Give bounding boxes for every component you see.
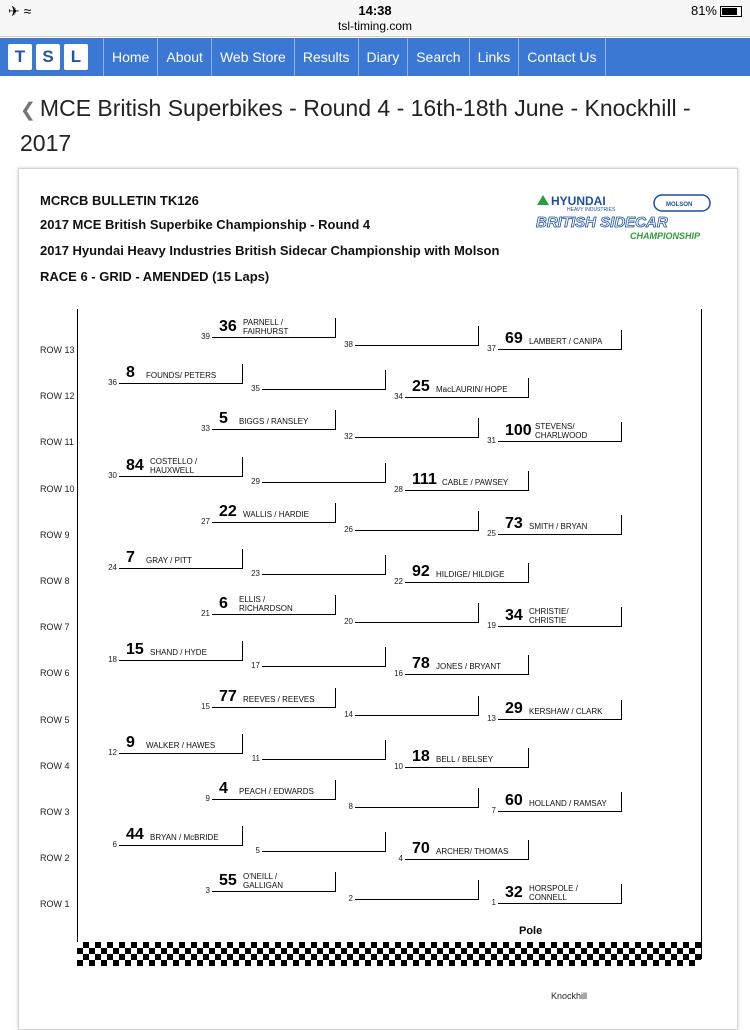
grid-position: 4 [398,854,403,864]
nav-links[interactable]: Links [469,38,519,76]
race-number: 29 [505,699,523,717]
race-number: 9 [126,733,135,751]
race-number: 18 [412,747,430,765]
grid-position: 27 [201,516,210,526]
page-title [20,92,735,159]
race-number: 69 [505,330,523,347]
race-number: 73 [505,514,523,532]
grid-rail-left [77,309,78,959]
grid-document [18,168,738,1030]
empty-grid-slot [348,788,479,811]
nav-diary[interactable]: Diary [358,38,408,76]
grid-slot [487,330,622,353]
crew-names: ELLIS / RICHARDSON [239,595,293,614]
nav-about[interactable]: About [157,38,211,76]
battery-percent: 81% [690,3,717,18]
grid-position: 21 [201,609,210,619]
row-label: ROW 9 [40,529,70,540]
empty-grid-slot [344,696,479,719]
page-title-text: MCE British Superbikes - Round 4 - 16th-18th June - Knockhill - 2017 [20,95,691,156]
address-url[interactable]: tsl-timing.com [337,19,412,33]
nav-web-store[interactable]: Web Store [211,38,294,76]
grid-position: 5 [255,846,260,856]
race-number: 77 [219,687,237,705]
row-label: ROW 3 [40,807,70,817]
nav-home[interactable]: Home [103,38,157,76]
grid-slot [201,318,336,341]
grid-slot [394,563,529,586]
grid-slot [487,607,622,631]
nav-contact-us[interactable]: Contact Us [518,38,605,76]
row-label: ROW 2 [40,853,70,864]
grid-position: 12 [108,747,117,757]
pole-label: Pole [519,925,543,937]
empty-grid-slot [251,463,386,486]
grid-slot [398,840,529,864]
race-number: 92 [412,563,430,580]
row-label: ROW 6 [40,668,70,679]
nav-search[interactable]: Search [407,38,468,76]
crew-names: BIGGS / RANSLEY [239,417,309,427]
crew-names: STEVENS/ CHARLWOOD [535,422,588,441]
nav-results[interactable]: Results [294,38,358,76]
crew-names: GRAY / PITT [146,556,192,565]
checkered-line [77,942,701,966]
grid-position: 17 [251,661,260,671]
crew-names: PEACH / EDWARDS [239,787,314,796]
grid-slot [201,687,336,711]
grid-slot [108,456,243,480]
grid-slot [394,378,529,402]
tsl-logo[interactable] [8,44,88,70]
crew-names: O'NEILL / GALLIGAN [243,872,284,891]
empty-grid-slot [251,555,386,578]
row-label: ROW 11 [40,437,74,448]
logo-letter: L [64,44,88,70]
grid-slot [112,826,243,850]
crew-names: HOLLAND / RAMSAY [529,799,607,808]
crew-names: SHAND / HYDE [150,648,207,658]
grid-rail-right [701,309,702,959]
grid-slot [108,549,243,572]
circuit-name: Knockhill [551,991,588,1001]
empty-grid-slot [348,880,479,904]
empty-grid-slot [344,603,479,627]
grid-position: 6 [112,840,117,850]
airplane-wifi-icons: ✈ ≈ [8,3,32,19]
logo-sub: HEAVY INDUSTRIES [567,207,616,213]
crew-names: HORSPOLE / CONNELL [529,884,578,903]
race-number: 55 [219,872,237,890]
grid-position: 11 [251,753,260,763]
logo-title2: CHAMPIONSHIP [630,231,701,241]
empty-grid-slot [255,832,386,856]
back-chevron-icon[interactable]: ❮ [20,100,36,121]
logo-letter: T [8,44,32,70]
row-label: ROW 10 [40,483,75,494]
grid-position: 35 [251,384,260,394]
crew-names: HILDIGE/ HILDIGE [436,570,505,579]
grid-slot [108,641,243,665]
grid-slot [205,780,336,803]
grid-position: 1 [491,898,496,908]
grid-slot [487,422,622,446]
row-label: ROW 5 [40,714,70,725]
grid-position: 9 [205,794,210,803]
grid-slot [394,470,529,494]
empty-grid-slot [344,418,479,442]
battery-indicator [691,3,742,18]
race-number: 22 [219,502,237,520]
grid-position: 22 [394,577,403,586]
bulletin-number: MCRCB BULLETIN TK126 [40,193,199,208]
row-label: ROW 8 [40,576,70,586]
grid-position: 33 [201,424,210,434]
race-number: 111 [412,470,437,488]
grid-slot [491,792,622,815]
crew-names: BELL / BELSEY [436,754,494,764]
crew-names: JONES / BRYANT [436,662,502,672]
race-number: 34 [505,607,523,625]
grid-position: 32 [344,432,353,442]
grid-slot [108,364,243,388]
empty-grid-slot [344,326,479,349]
grid-position: 39 [201,332,210,341]
grid-position: 25 [487,528,496,538]
grid-position: 7 [491,806,496,815]
grid-position: 29 [251,476,260,486]
race-number: 4 [219,780,228,797]
top-navigation [0,38,750,76]
race-number: 78 [412,655,430,673]
logo-partner: MOLSON [666,202,693,208]
status-bar [0,0,750,37]
grid-position: 15 [201,701,210,711]
race-number: 8 [126,364,135,382]
hyundai-sidecar-logo [534,191,719,243]
empty-grid-slot [251,647,386,671]
race-number: 15 [126,641,144,659]
crew-names: LAMBERT / CANIPA [529,337,603,346]
grid-position: 16 [394,669,403,679]
race-number: 6 [219,595,228,613]
grid-slot [108,733,243,757]
race-number: 36 [219,318,237,335]
grid-slot [201,595,336,619]
grid-position: 24 [108,563,117,572]
grid-slot [394,655,529,679]
race-number: 5 [219,410,228,428]
grid-slot [201,502,336,526]
grid-position: 3 [205,886,210,896]
grid-position: 23 [251,569,260,578]
row-label: ROW 1 [40,899,70,910]
grid-position: 18 [108,655,117,665]
logo-brand: HYUNDAI [551,194,606,208]
crew-names: ARCHER/ THOMAS [436,847,509,857]
empty-grid-slot [251,370,386,394]
grid-position: 8 [348,802,353,811]
grid-position: 31 [487,436,496,446]
grid-position: 13 [487,713,496,723]
row-label: ROW 13 [40,345,75,355]
crew-names: REEVES / REEVES [243,694,315,704]
grid-position: 37 [487,344,496,353]
race-number: 7 [126,549,135,566]
race-number: 60 [505,792,523,809]
grid-position: 30 [108,470,117,480]
race-number: 25 [412,378,430,396]
grid-position: 14 [344,709,353,719]
crew-names: WALLIS / HARDIE [243,509,309,519]
crew-names: WALKER / HAWES [146,740,216,750]
grid-position: 38 [344,340,353,349]
grid-position: 36 [108,378,117,388]
row-label: ROW 12 [40,391,75,402]
grid-slot [205,872,336,896]
crew-names: CABLE / PAWSEY [442,477,509,487]
race-number: 100 [505,422,532,440]
grid-position: 19 [487,621,496,631]
race-number: 44 [126,826,144,844]
crew-names: FOUNDS/ PETERS [146,371,217,381]
grid-slot [491,884,622,908]
grid-position: 2 [348,894,353,904]
grid-position: 20 [344,617,353,627]
crew-names: MacLAURIN/ HOPE [436,385,508,395]
sidecar-title: 2017 Hyundai Heavy Industries British Sidecar Championship with Molson [40,243,500,258]
crew-names: BRYAN / McBRIDE [150,833,219,843]
grid-position: 26 [344,524,353,534]
grid-slot [394,747,529,771]
crew-names: CHRISTIE/ CHRISTIE [529,607,569,626]
championship-title: 2017 MCE British Superbike Championship - Round 4 [40,217,371,232]
crew-names: COSTELLO / HAUXWELL [150,456,198,475]
grid-slot [487,699,622,723]
empty-grid-slot [251,740,386,763]
crew-names: KERSHAW / CLARK [529,706,603,716]
battery-icon [720,6,742,17]
race-grid-title: RACE 6 - GRID - AMENDED (15 Laps) [40,269,270,284]
nav-links [103,38,606,76]
grid-position: 10 [394,761,403,771]
row-label: ROW 4 [40,760,70,771]
status-time: 14:38 [358,3,392,18]
empty-grid-slot [344,511,479,534]
logo-letter: S [36,44,60,70]
row-label: ROW 7 [40,622,70,633]
grid-position: 28 [394,484,403,494]
grid-slot [201,410,336,434]
grid-slot [487,514,622,538]
grid-position: 34 [394,392,403,402]
logo-title1: BRITISH SIDECAR [536,214,668,231]
crew-names: PARNELL / FAIRHURST [243,318,289,336]
crew-names: SMITH / BRYAN [529,521,588,531]
race-number: 84 [126,456,144,474]
race-number: 70 [412,840,430,858]
race-number: 32 [505,884,523,902]
